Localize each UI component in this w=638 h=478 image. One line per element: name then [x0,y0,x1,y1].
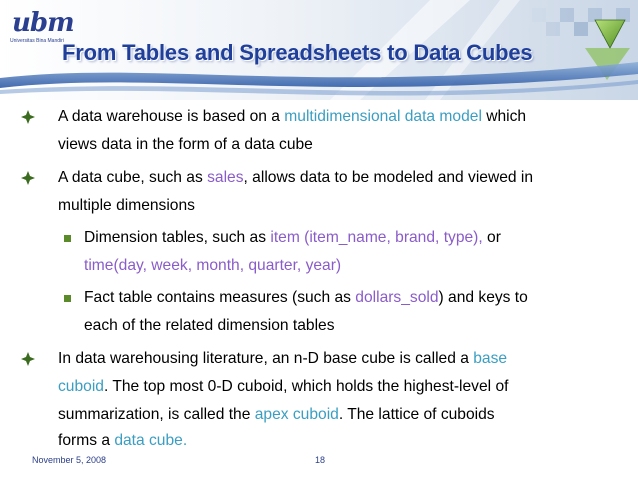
sub-bullet-2-line-1: Fact table contains measures (such as dollars_sold) and keys to [84,289,528,306]
diamond-bullet-icon [21,110,35,124]
slide-title: From Tables and Spreadsheets to Data Cubes [62,40,533,65]
logo-text: ubm [12,8,74,38]
sub-bullet-1-line-1: Dimension tables, such as item (item_name, brand, type), or [84,229,501,246]
bullet-2-line-1: A data cube, such as sales, allows data to be modeled and viewed in [58,169,534,186]
bullet-2-line-2: multiple dimensions [58,197,195,214]
logo-subtext: Universitas Bina Mandiri [10,38,64,44]
bullet-3-line-3: summarization, is called the apex cuboid. The lattice of cuboids [58,406,495,423]
square-bullet-icon [64,235,71,242]
diamond-bullet-icon [21,352,35,366]
bullet-1-line-2: views data in the form of a data cube [58,136,313,153]
bullet-3-line-2: cuboid. The top most 0-D cuboid, which holds the highest-level of [58,378,509,395]
footer-date: November 5, 2008 [32,455,107,465]
page-number: 18 [315,455,326,465]
sub-bullet-2-line-2: each of the related dimension tables [84,317,335,334]
square-bullet-icon [64,295,71,302]
bullet-1-line-1: A data warehouse is based on a multidimensional data model which [58,108,527,125]
bullet-3-line-4: forms a data cube. [58,432,188,449]
diamond-bullet-icon [21,171,35,185]
sub-bullet-1-line-2: time(day, week, month, quarter, year) [84,257,342,274]
bullet-3-line-1: In data warehousing literature, an n-D base cube is called a base [58,350,508,367]
